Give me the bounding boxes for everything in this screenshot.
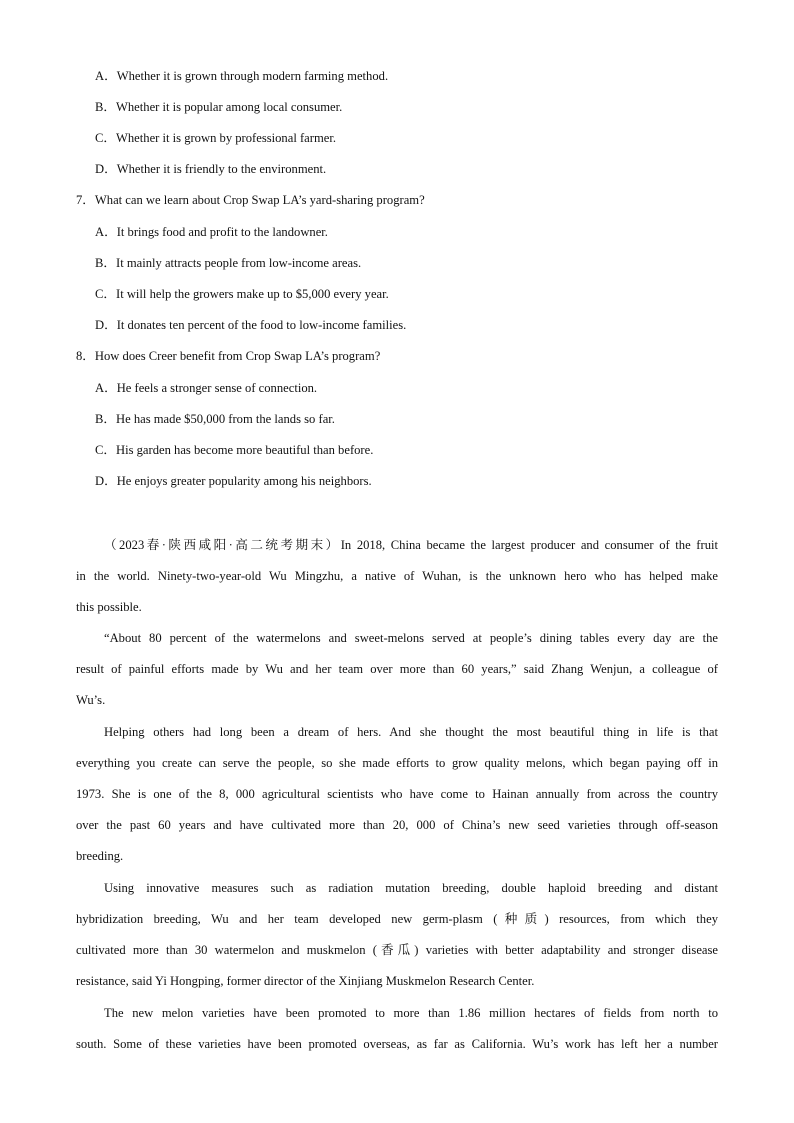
passage-line: breeding. <box>76 849 124 863</box>
passage-line: this possible. <box>76 600 142 614</box>
passage-line: over the past 60 years and have cultivated more than 20, 000 of China’s new seed varieties through off-season <box>76 818 718 832</box>
q7-option-c: C．It will help the growers make up to $5,000 every year. <box>95 287 389 301</box>
q8-option-b: B．He has made $50,000 from the lands so far. <box>95 412 335 426</box>
q8-option-a: A．He feels a stronger sense of connection. <box>95 381 318 395</box>
q7-stem: 7．What can we learn about Crop Swap LA’s yard-sharing program? <box>76 193 425 207</box>
passage-line: result of painful efforts made by Wu and her team over more than 60 years,” said Zhang Wenjun, a colleague of <box>76 662 718 676</box>
q6-option-a: A．Whether it is grown through modern farming method. <box>95 69 389 83</box>
passage-line: The new melon varieties have been promoted to more than 1.86 million hectares of fields from north to <box>104 1006 718 1020</box>
passage-line: in the world. Ninety-two-year-old Wu Mingzhu, a native of Wuhan, is the unknown hero who has helped make <box>76 569 718 583</box>
q6-option-c: C．Whether it is grown by professional farmer. <box>95 131 336 145</box>
q6-option-b: B．Whether it is popular among local consumer. <box>95 100 343 114</box>
passage-line: Using innovative measures such as radiation mutation breeding, double haploid breeding and distant <box>104 881 718 895</box>
q8-option-c: C．His garden has become more beautiful than before. <box>95 443 374 457</box>
passage-line: （2023春·陕西咸阳·高二统考期末）In 2018, China became the largest producer and consumer of the fruit <box>104 538 718 552</box>
q8-stem: 8．How does Creer benefit from Crop Swap LA’s program? <box>76 349 381 363</box>
passage-line: resistance, said Yi Hongping, former director of the Xinjiang Muskmelon Research Center. <box>76 974 535 988</box>
passage-line: Wu’s. <box>76 693 106 707</box>
passage-line: “About 80 percent of the watermelons and sweet-melons served at people’s dining tables every day are the <box>104 631 718 645</box>
q7-option-d: D．It donates ten percent of the food to low-income families. <box>95 318 407 332</box>
q7-option-b: B．It mainly attracts people from low-income areas. <box>95 256 362 270</box>
passage-line: hybridization breeding, Wu and her team developed new germ-plasm (种质) resources, from which they <box>76 912 718 926</box>
passage-line: south. Some of these varieties have been promoted overseas, as far as California. Wu’s work has left her a number <box>76 1037 718 1051</box>
passage-line: everything you create can serve the people, so she made efforts to grow quality melons, which began paying off in <box>76 756 718 770</box>
passage-line: 1973. She is one of the 8, 000 agricultural scientists who have come to Hainan annually from across the country <box>76 787 718 801</box>
q6-option-d: D．Whether it is friendly to the environment. <box>95 162 327 176</box>
passage-line: Helping others had long been a dream of hers. And she thought the most beautiful thing in life is that <box>104 725 718 739</box>
q7-option-a: A．It brings food and profit to the landowner. <box>95 225 328 239</box>
passage-line: cultivated more than 30 watermelon and muskmelon (香瓜) varieties with better adaptability and stronger disease <box>76 943 718 957</box>
q8-option-d: D．He enjoys greater popularity among his neighbors. <box>95 474 372 488</box>
